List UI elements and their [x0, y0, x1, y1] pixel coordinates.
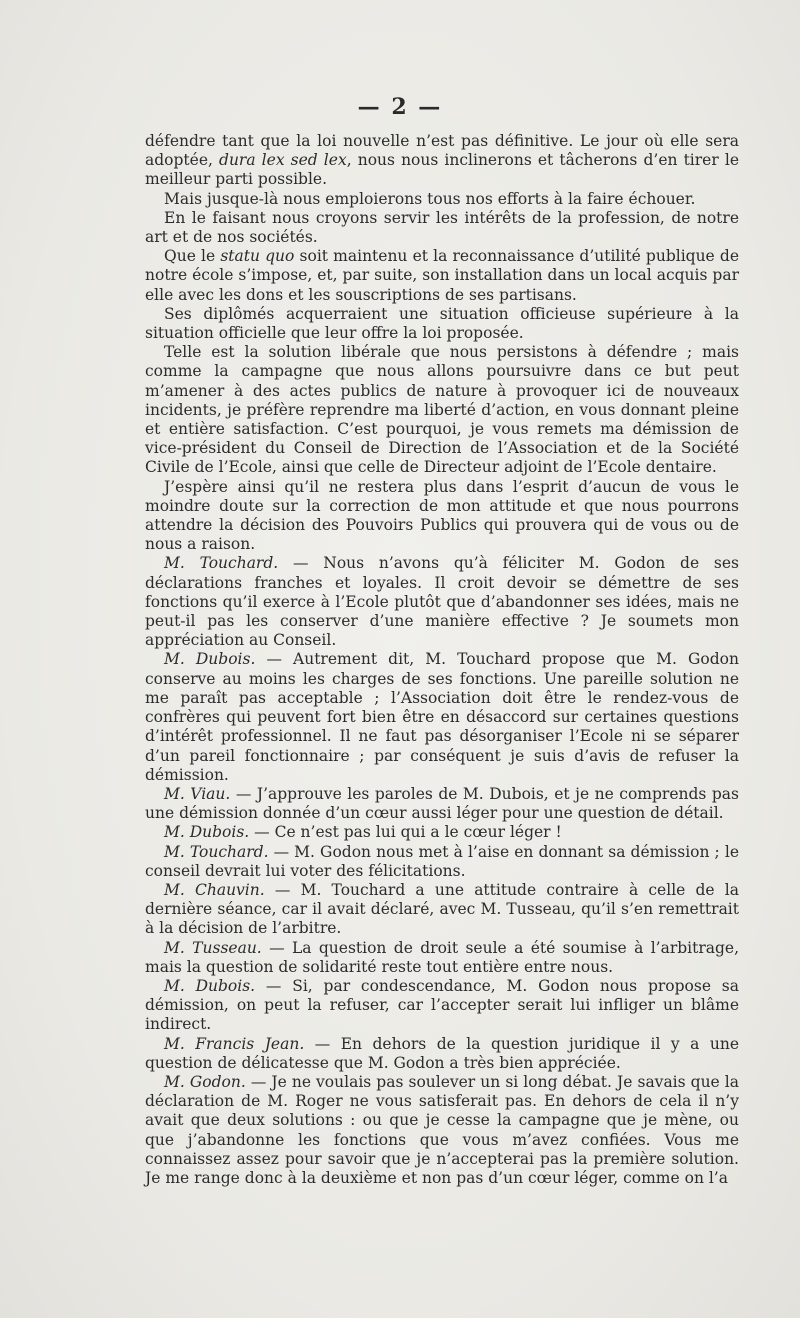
speaker-name: M. Dubois.	[164, 976, 256, 995]
speaker-paragraph	[145, 843, 739, 881]
speech-text: — Ce n’est pas lui qui a le cœur léger !	[249, 823, 562, 842]
body-text	[145, 132, 739, 1188]
speaker-name: M. Chauvin.	[164, 880, 265, 899]
page-number: — 2 —	[357, 94, 443, 120]
speaker-name: M. Touchard.	[164, 842, 269, 861]
speaker-paragraph	[145, 881, 739, 939]
speaker-paragraph	[145, 977, 739, 1035]
latin-phrase: statu quo	[220, 247, 295, 266]
speaker-paragraph	[145, 823, 739, 842]
speaker-paragraph	[145, 650, 739, 784]
speech-text: — J’approuve les paroles de M. Dubois, et je ne comprends pas une démission donnée d’un cœur aussi léger pour une question de détail.	[145, 784, 739, 823]
speaker-name: M. Dubois.	[164, 823, 250, 842]
paragraph: défendre tant que la loi nouvelle n’est pas définitive. Le jour où elle sera adoptée, dura lex sed lex, nous nous inclinerons et tâcherons d’en tirer le meilleur parti possible.	[145, 132, 739, 189]
speaker-paragraph	[145, 785, 739, 823]
paragraph: Que le statu quo soit maintenu et la reconnaissance d’utilité publique de notre école s’impose, et, par suite, son installation dans un local acquis par elle avec les dons et les souscriptions de ses partisans.	[145, 247, 739, 304]
paragraph: Ses diplômés acquerraient une situation officieuse supérieure à la situation officielle que leur offre la loi proposée.	[145, 304, 739, 343]
speaker-paragraph	[145, 554, 739, 650]
speaker-paragraph	[145, 939, 739, 977]
speech-text: — Autrement dit, M. Touchard propose que M. Godon conserve au moins les charges de ses fonctions. Une pareille solution ne me paraît pas acceptable ; l’Association doit être le rendez-vous de confrères qui peuvent fort bien être en désaccord sur certaines questions d’intérêt professionnel. Il ne faut pas désorganiser l’Ecole ni se séparer d’un pareil fonctionnaire ; par conséquent je suis d’avis de refuser la démission.	[145, 650, 739, 784]
speaker-paragraph	[145, 1035, 739, 1073]
paragraph: Telle est la solution libérale que nous persistons à défendre ; mais comme la campagne que nous allons poursuivre dans ce but peut m’amener à des actes publics de nature à provoquer ici de nouveaux incidents, je préfère reprendre ma liberté d’action, en vous donnant pleine et entière satisfaction. C’est pourquoi, je vous remets ma démission de vice-président du Conseil de Direction de l’Association et de la Société Civile de l’Ecole, ainsi que celle de Directeur adjoint de l’Ecole dentaire.	[145, 343, 739, 477]
paragraph: En le faisant nous croyons servir les intérêts de la profession, de notre art et de nos sociétés.	[145, 208, 739, 247]
speech-text: — Si, par condescendance, M. Godon nous propose sa démission, on peut la refuser, car l’accepter serait lui infliger un blâme indirect.	[145, 976, 739, 1034]
speech-text: — La question de droit seule a été soumise à l’arbitrage, mais la question de solidarité reste tout entière entre nous.	[145, 938, 740, 976]
speaker-name: M. Tusseau.	[164, 938, 262, 957]
speaker-name: M. Touchard.	[164, 554, 279, 573]
speech-text: — M. Touchard a une attitude contraire à celle de la dernière séance, car il avait déclaré, avec M. Tusseau, qu’il s’en remettrait à la décision de l’arbitre.	[145, 880, 739, 938]
speaker-name: M. Godon.	[164, 1072, 246, 1091]
speaker-paragraph	[145, 1073, 739, 1188]
speech-text: — Je ne voulais pas soulever un si long débat. Je savais que la déclaration de M. Roger ne vous satisferait pas. En dehors de cela il n’y avait que deux solutions : ou que je cesse la campagne que je mène, ou que j’abandonne les fonctions que vous m’avez confiées. Vous me connaissez assez pour savoir que je n’accepterai pas la première solution. Je me range donc à la deuxième et non pas d’un cœur léger, comme on l’a	[145, 1072, 739, 1187]
latin-phrase: dura lex sed lex	[219, 151, 347, 170]
paragraph: J’espère ainsi qu’il ne restera plus dans l’esprit d’aucun de vous le moindre doute sur la correction de mon attitude et que nous pourrons attendre la décision des Pouvoirs Publics qui prouvera qui de vous ou de nous a raison.	[145, 477, 739, 554]
speech-text: — M. Godon nous met à l’aise en donnant sa démission ; le conseil devrait lui voter des félicitations.	[145, 842, 739, 880]
speech-text: — Nous n’avons qu’à féliciter M. Godon de ses déclarations franches et loyales. Il croit devoir se démettre de ses fonctions qu’il exerce à l’Ecole plutôt que d’abandonner ses idées, mais ne peut-il pas les conserver d’une manière effective ? Je soumets mon appréciation au Conseil.	[145, 554, 740, 650]
speaker-name: M. Francis Jean.	[164, 1034, 305, 1053]
paragraph: Mais jusque-là nous emploierons tous nos efforts à la faire échouer.	[164, 189, 696, 208]
speaker-name: M. Viau.	[164, 784, 231, 803]
speaker-name: M. Dubois.	[164, 650, 256, 669]
speech-text: — En dehors de la question juridique il y a une question de délicatesse que M. Godon a très bien appréciée.	[145, 1034, 739, 1072]
